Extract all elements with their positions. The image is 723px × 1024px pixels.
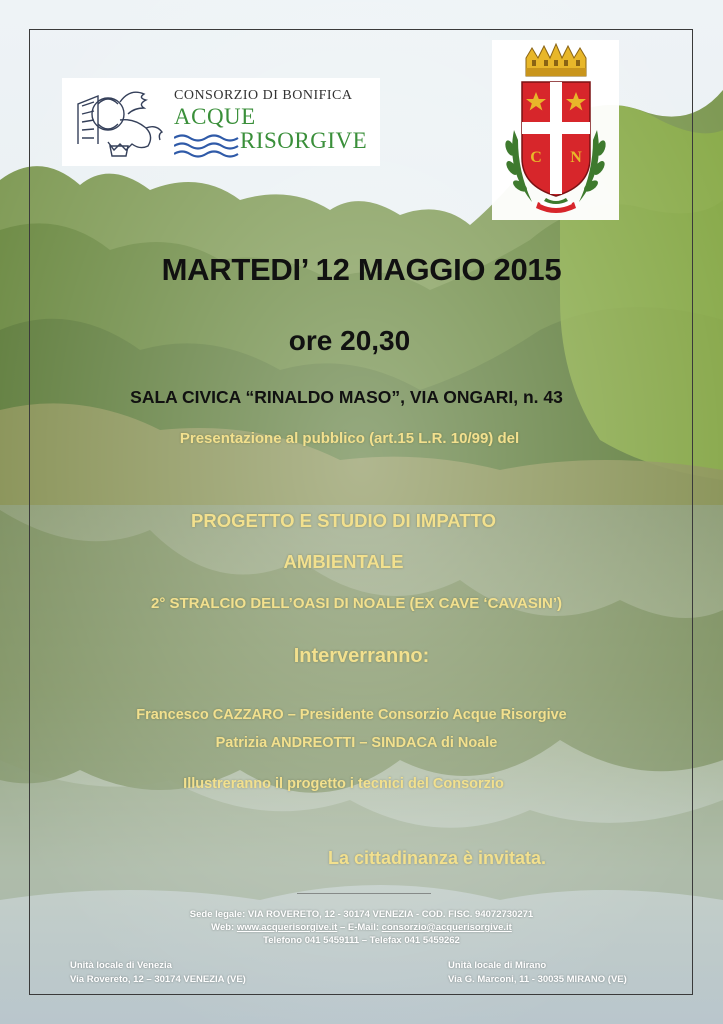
water-waves-icon bbox=[174, 130, 244, 160]
crest-letter-right: N bbox=[570, 149, 582, 166]
invitation-text: La cittadinanza è invitata. bbox=[328, 848, 547, 868]
footer-legal-address: Sede legale: VIA ROVERETO, 12 - 30174 VENEZIA - COD. FISC. 94072730271 bbox=[189, 909, 534, 920]
speakers-heading: Interverranno: bbox=[293, 645, 430, 667]
consorzio-acque-risorgive-logo bbox=[62, 78, 380, 166]
speaker-item: Patrizia ANDREOTTI – SINDACA di Noale bbox=[215, 735, 498, 751]
unit-venezia-address: Via Rovereto, 12 – 30174 VENEZIA (VE) bbox=[70, 974, 246, 985]
ribbon-icon bbox=[536, 198, 576, 213]
crown-icon bbox=[526, 44, 586, 76]
consorzio-logo-line3: RISORGIVE bbox=[240, 128, 368, 153]
event-venue: SALA CIVICA “RINALDO MASO”, VIA ONGARI, n. 43 bbox=[130, 387, 563, 407]
consorzio-logo-line1: CONSORZIO DI BONIFICA bbox=[174, 88, 353, 103]
email-link[interactable]: consorzio@acquerisorgive.it bbox=[381, 922, 512, 933]
unit-venezia-title: Unità locale di Venezia bbox=[70, 960, 172, 971]
technicians-note: Illustreranno il progetto i tecnici del Consorzio bbox=[183, 776, 504, 792]
footer-web-label: Web: bbox=[211, 922, 237, 933]
footer-email-label: – E-Mail: bbox=[337, 922, 382, 933]
shield-icon bbox=[522, 82, 590, 196]
unit-venezia bbox=[70, 959, 246, 987]
project-title-line2: AMBIENTALE bbox=[283, 551, 404, 572]
speaker-item: Francesco CAZZARO – Presidente Consorzio Acque Risorgive bbox=[136, 707, 567, 723]
comune-noale-crest bbox=[492, 40, 619, 220]
footer-phones: Telefono 041 5459111 – Telefax 041 5459262 bbox=[263, 935, 460, 946]
consorzio-logo-line2: ACQUE bbox=[174, 104, 256, 129]
website-link[interactable]: www.acquerisorgive.it bbox=[236, 922, 338, 933]
crest-letter-left: C bbox=[530, 149, 542, 166]
project-subtitle: 2° STRALCIO DELL’OASI DI NOALE (EX CAVE ‘CAVASIN’) bbox=[150, 595, 563, 612]
winged-lion-icon bbox=[68, 84, 172, 160]
event-time: ore 20,30 bbox=[288, 325, 411, 356]
unit-mirano-title: Unità locale di Mirano bbox=[448, 960, 547, 971]
footer-contacts bbox=[0, 922, 723, 933]
event-date: MARTEDI’ 12 MAGGIO 2015 bbox=[161, 252, 562, 287]
unit-mirano-address: Via G. Marconi, 11 - 30035 MIRANO (VE) bbox=[448, 974, 627, 985]
presentation-intro: Presentazione al pubblico (art.15 L.R. 10/99) del bbox=[179, 430, 520, 447]
project-title-line1: PROGETTO E STUDIO DI IMPATTO bbox=[191, 510, 496, 531]
unit-mirano bbox=[448, 959, 627, 987]
footer-divider bbox=[297, 893, 431, 894]
